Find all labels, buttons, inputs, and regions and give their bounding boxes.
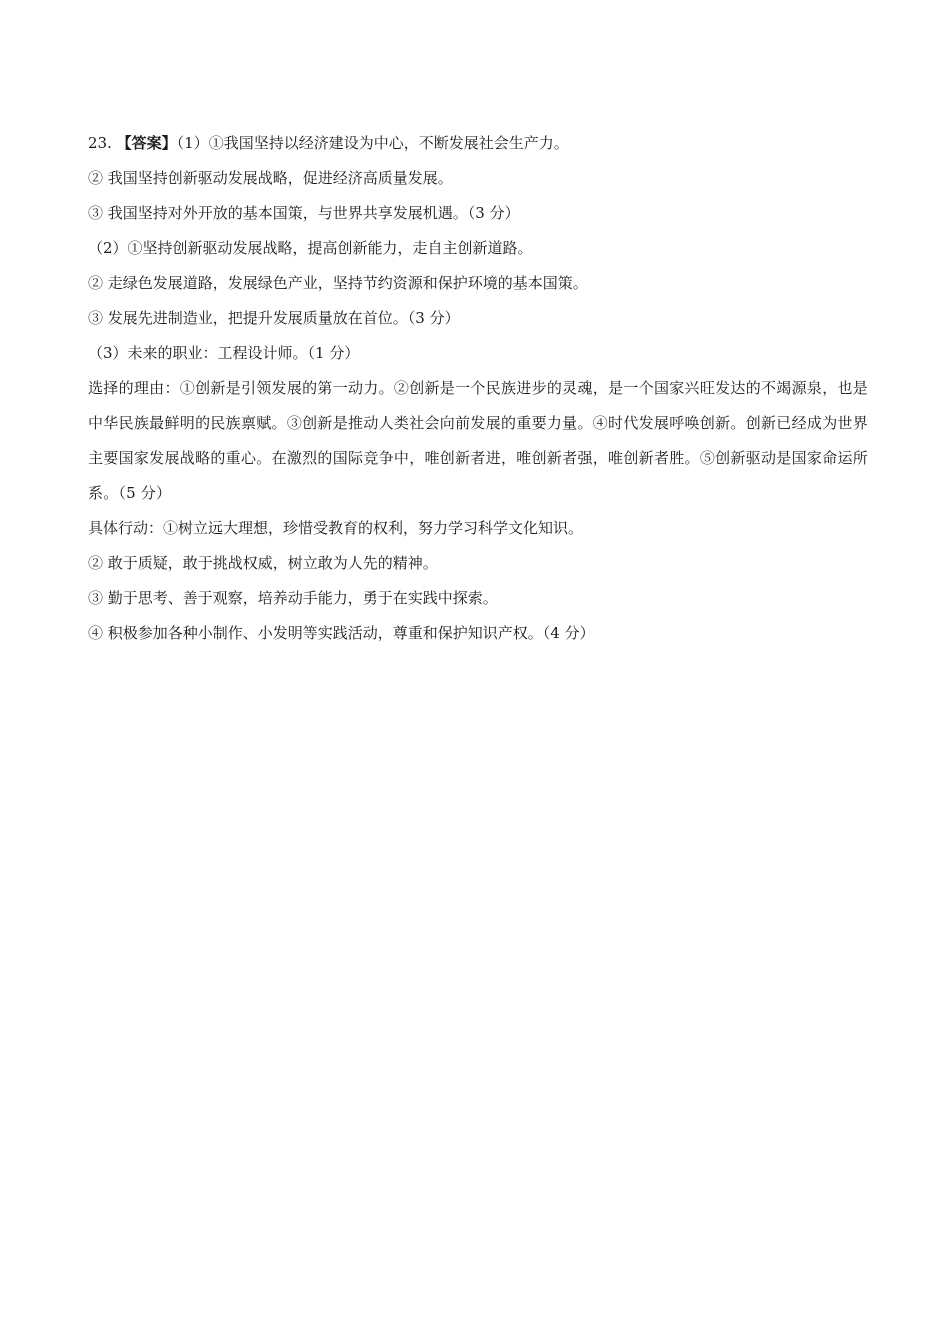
- part2-item: （2）①坚持创新驱动发展战略，提高创新能力，走自主创新道路。: [88, 239, 533, 257]
- part1-item: ③ 我国坚持对外开放的基本国策，与世界共享发展机遇。（3 分）: [88, 204, 520, 222]
- part3-action: ② 敢于质疑，敢于挑战权威，树立敢为人先的精神。: [88, 554, 438, 572]
- part3-reason-paragraph: 选择的理由：①创新是引领发展的第一动力。②创新是一个民族进步的灵魂，是一个国家兴旺发达的不竭源泉，也是中华民族最鲜明的民族禀赋。③创新是推动人类社会向前发展的重要力量。④时代发展呼唤创新。创新已经成为世界主要国家发展战略的重心。在激烈的国际竞争中，唯创新者进，唯创新者强，唯创新者胜。⑤创新驱动是国家命运所系。（5 分）: [88, 379, 868, 502]
- question-number: 23.: [88, 134, 112, 152]
- part1-item: ② 我国坚持创新驱动发展战略，促进经济高质量发展。: [88, 169, 453, 187]
- answer-document: [88, 126, 868, 651]
- part1-intro-line: [88, 126, 868, 161]
- part1-intro-text: （1）①我国坚持以经济建设为中心，不断发展社会生产力。: [176, 134, 569, 152]
- part3-action: ③ 勤于思考、善于观察，培养动手能力，勇于在实践中探索。: [88, 589, 498, 607]
- part3-career: （3）未来的职业：工程设计师。（1 分）: [88, 344, 360, 362]
- part3-action: ④ 积极参加各种小制作、小发明等实践活动，尊重和保护知识产权。（4 分）: [88, 624, 595, 642]
- answer-label: 【答案】: [116, 134, 177, 152]
- part2-item: ② 走绿色发展道路，发展绿色产业，坚持节约资源和保护环境的基本国策。: [88, 274, 588, 292]
- part3-action: 具体行动：①树立远大理想，珍惜受教育的权利，努力学习科学文化知识。: [88, 519, 584, 537]
- part2-item: ③ 发展先进制造业，把提升发展质量放在首位。（3 分）: [88, 309, 460, 327]
